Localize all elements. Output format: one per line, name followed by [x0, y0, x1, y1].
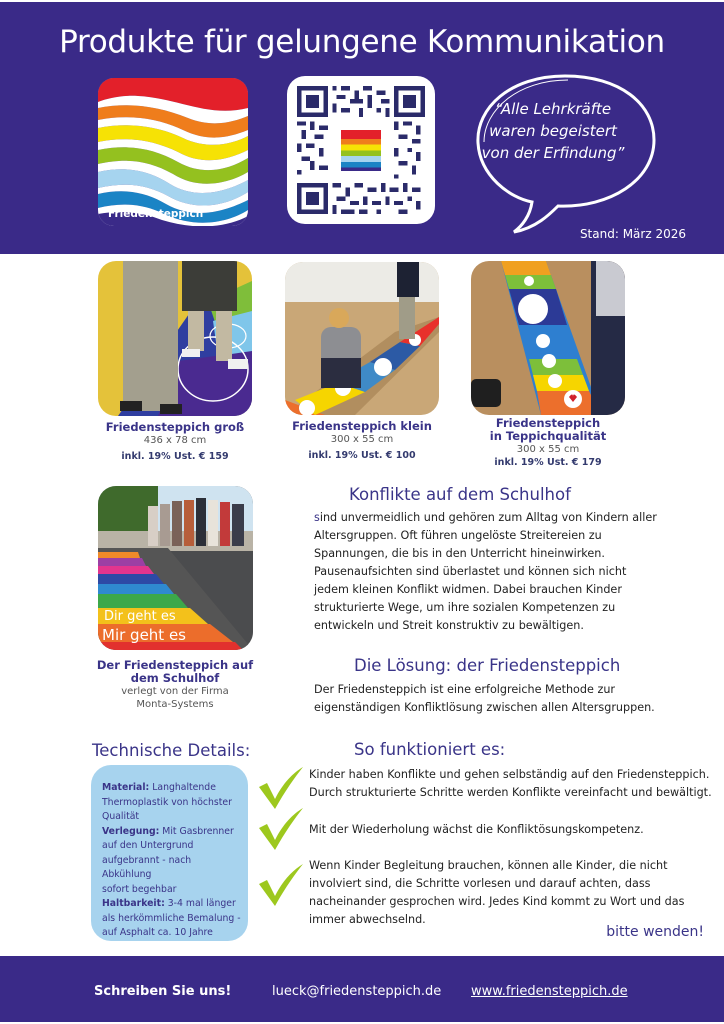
- tech-label: Material:: [102, 782, 150, 793]
- drop-letter: s: [314, 511, 320, 524]
- tech-text: auf Asphalt ca. 10 Jahre: [102, 927, 213, 938]
- tech-text: 3-4 mal länger: [164, 898, 236, 909]
- product-title: Friedensteppich klein: [292, 419, 432, 433]
- tech-text: Mit Gasbrenner: [159, 825, 234, 837]
- photo-image: [98, 486, 253, 650]
- technical-heading: Technische Details:: [92, 741, 251, 760]
- schoolyard-subtitle: verlegt von der Firma: [121, 686, 229, 697]
- technical-details-box: [91, 765, 248, 941]
- tech-text: Langhaltende: [149, 782, 216, 793]
- product-photo-gross: [98, 261, 252, 416]
- howto-heading: So funktioniert es:: [354, 740, 506, 759]
- howto-step-1: [309, 766, 714, 802]
- text-line: jedem kleinen Konflikt widmen. Dabei brauchen Kinder: [314, 583, 622, 596]
- product-title: Friedensteppich groß: [105, 420, 245, 434]
- product-caption-teppich: [468, 417, 628, 470]
- website-link[interactable]: www.friedensteppich.de: [471, 984, 628, 999]
- solution-text: [314, 681, 714, 717]
- conflicts-text: [314, 509, 714, 635]
- solution-heading: Die Lösung: der Friedensteppich: [354, 656, 621, 675]
- product-size: 300 x 55 cm: [330, 434, 394, 445]
- schoolyard-title: Der Friedensteppich auf: [96, 658, 254, 672]
- schoolyard-photo: [98, 486, 253, 650]
- product-title: in Teppichqualität: [489, 429, 607, 443]
- qr-code[interactable]: [287, 76, 435, 224]
- product-title: Friedensteppich: [495, 416, 601, 430]
- text-line: immer abwechselnd.: [309, 913, 426, 926]
- howto-step-3: [309, 857, 714, 929]
- text-line: entwickeln und Streit konstruktiv zu bewältigen.: [314, 619, 584, 632]
- text-line: Wenn Kinder Begleitung brauchen, können alle Kinder, die nicht: [309, 859, 668, 872]
- product-size: 300 x 55 cm: [516, 444, 580, 455]
- svg-text:Mir geht es: Mir geht es: [102, 626, 186, 644]
- tech-text: Qualität: [102, 811, 140, 822]
- product-size: 436 x 78 cm: [143, 435, 207, 446]
- page-title: Produkte für gelungene Kommunikation: [59, 24, 665, 60]
- email-link[interactable]: lueck@friedensteppich.de: [272, 984, 442, 999]
- product-price: inkl. 19% Ust. € 159: [121, 451, 229, 462]
- schoolyard-caption: [90, 659, 260, 711]
- tech-label: Verlegung:: [102, 825, 160, 837]
- rainbow-wave-icon: [98, 78, 248, 226]
- contact-cta: Schreiben Sie uns!: [94, 984, 232, 999]
- product-caption-gross: [95, 421, 255, 464]
- header-banner: [0, 2, 724, 254]
- friedensteppich-logo: [98, 78, 248, 226]
- text-line: nacheinander gesprochen wird. Jedes Kind kommt zu Wort und das: [309, 895, 685, 908]
- text-line: Spannungen, die bis in den Unterricht hineinwirken.: [314, 547, 605, 560]
- footer: [0, 956, 724, 1022]
- text-line: involviert sind, die Schritte vorlesen und darauf achten, dass: [309, 877, 651, 890]
- tech-text: sofort begehbar: [102, 883, 177, 895]
- tech-text: Thermoplastik von höchster: [102, 796, 232, 808]
- text-line: Durch strukturierte Schritte werden Konflikte vereinfacht und bewältigt.: [309, 786, 712, 799]
- tech-label: Haltbarkeit:: [102, 898, 165, 909]
- product-caption-klein: [282, 420, 442, 463]
- product-photo-klein: [285, 262, 439, 415]
- quote-line: “Alle Lehrkräfte: [494, 100, 612, 118]
- photo-image: [471, 261, 625, 415]
- text-line: Altersgruppen. Oft führen ungelöste Streitereien zu: [314, 529, 602, 542]
- text-line: ind unvermeidlich und gehören zum Alltag von Kindern aller: [319, 511, 657, 524]
- quote-line: von der Erfindung”: [481, 144, 625, 162]
- checkmark-icon: [257, 765, 305, 811]
- tech-text: aufgebrannt - nach Abkühlung: [102, 854, 192, 880]
- text-line: Pausenaufsichten sind überlastet und können sich nicht: [314, 565, 627, 578]
- qr-code-icon: [297, 86, 425, 214]
- photo-image: [98, 261, 252, 416]
- checkmark-icon: [257, 806, 305, 852]
- tech-text: auf den Untergrund: [102, 840, 194, 851]
- schoolyard-subtitle: Monta-Systems: [136, 699, 214, 710]
- text-line: Der Friedensteppich ist eine erfolgreiche Methode zur: [314, 683, 616, 696]
- text-line: Mit der Wiederholung wächst die Konfliktösungskompetenz.: [309, 823, 644, 836]
- date-stamp: Stand: März 2026: [579, 227, 686, 241]
- checkmark-icon: [257, 862, 305, 908]
- quote-line: waren begeistert: [489, 122, 617, 140]
- conflicts-heading: Konflikte auf dem Schulhof: [349, 485, 571, 504]
- product-price: inkl. 19% Ust. € 100: [308, 450, 416, 461]
- turn-page-note: bitte wenden!: [606, 924, 704, 940]
- svg-text:Dir geht es: Dir geht es: [104, 609, 176, 624]
- product-photo-teppich: [471, 261, 625, 415]
- howto-step-2: [309, 821, 714, 839]
- logo-label: Friedensteppich: [108, 208, 204, 220]
- testimonial-quote: [478, 98, 628, 164]
- photo-image: [285, 262, 439, 415]
- tech-text: als herkömmliche Bemalung -: [102, 912, 241, 924]
- schoolyard-title: dem Schulhof: [130, 671, 220, 685]
- text-line: Kinder haben Konflikte und gehen selbständig auf den Friedensteppich.: [309, 768, 710, 781]
- text-line: strukturierte Wege, um ihre sozialen Kompetenzen zu: [314, 601, 616, 614]
- text-line: eigenständigen Konfliktlösung zwischen allen Altersgruppen.: [314, 701, 655, 714]
- product-price: inkl. 19% Ust. € 179: [494, 457, 602, 468]
